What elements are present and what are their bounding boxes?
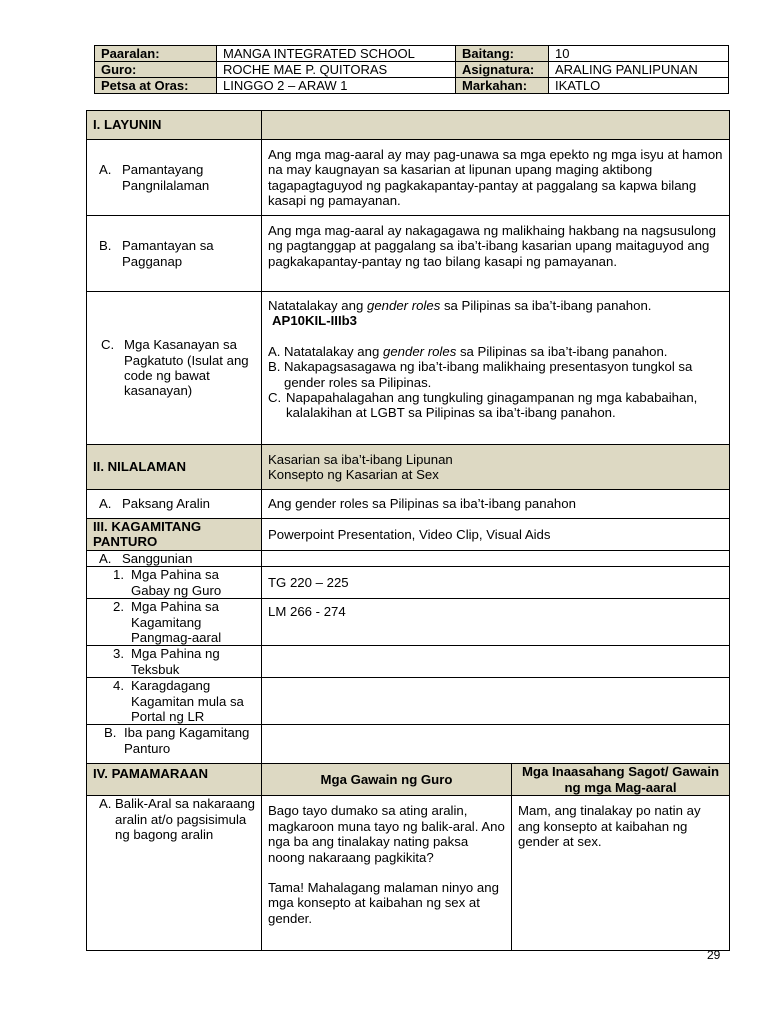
page-number: 29: [707, 948, 721, 962]
grade-label: Baitang:: [456, 46, 549, 62]
column-header-mag-aaral: Mga Inaasahang Sagot/ Gawain ng mga Mag-aaral: [512, 764, 730, 796]
ref-4-label-cell: 4. Karagdagang Kagamitan mula sa Portal ng LR: [87, 678, 262, 725]
balik-aral-guro: [262, 796, 512, 951]
date-value: LINGGO 2 – ARAW 1: [217, 78, 456, 94]
quarter-value: IKATLO: [549, 78, 729, 94]
layunin-c-label-cell: [87, 292, 262, 445]
section-layunin-blank: [262, 111, 730, 140]
layunin-c-lead: Natatalakay ang gender roles sa Pilipinas sa iba’t-ibang panahon.: [268, 298, 652, 313]
layunin-b-label: Pamantayan sa Pagganap: [122, 238, 214, 269]
layunin-b-number: B.: [99, 238, 112, 254]
balik-aral-label-cell: A. Balik-Aral sa nakaraang aralin at/o pagsisimula ng bagong aralin: [87, 796, 262, 951]
layunin-c-number: C.: [101, 337, 115, 353]
layunin-c-content: [262, 292, 730, 445]
sanggunian-label: Sanggunian: [122, 550, 193, 566]
nilalaman-line-1: Kasarian sa iba’t-ibang Lipunan: [268, 451, 453, 467]
teacher-label: Guro:: [95, 62, 217, 78]
ref-3-label-cell: 3. Mga Pahina ng Teksbuk: [87, 646, 262, 678]
objective-item-b: B. Nakapagsasagawa ng iba’t-ibang malikhaing presentasyon tungkol sa gender roles sa Pilipinas.: [268, 359, 693, 390]
ref-1-label: Mga Pahina sa Gabay ng Guro: [131, 567, 222, 598]
nilalaman-topics: [262, 445, 730, 490]
objective-item-a: A. Natatalakay ang gender roles sa Pilipinas sa iba’t-ibang panahon.: [268, 343, 668, 359]
layunin-b-label-cell: [87, 216, 262, 292]
ref-2-label: Mga Pahina sa Kagamitang Pangmag-aaral: [131, 599, 222, 646]
balik-aral-label: Balik-Aral sa nakaraang aralin at/o pagsisimula ng bagong aralin: [115, 796, 256, 843]
lesson-plan-table: [86, 110, 730, 951]
section-layunin-title: I. LAYUNIN: [87, 111, 262, 140]
guro-prompt-2: Tama! Mahalagang malaman ninyo ang mga konsepto at kaibahan ng sex at gender.: [268, 879, 499, 926]
objective-item-c: C. Napapahalagahan ang tungkuling ginagampanan ng mga kababaihan, kalalakihan at LGBT sa Pilipinas sa iba’t-ibang panahon.: [268, 390, 698, 421]
date-label: Petsa at Oras:: [95, 78, 217, 94]
section-kagamitan-title: III. KAGAMITANG PANTURO: [87, 519, 262, 551]
section-nilalaman-title: II. NILALAMAN: [87, 445, 262, 490]
ref-4-label: Karagdagang Kagamitan mula sa Portal ng LR: [131, 678, 244, 725]
guro-prompt-1: Bago tayo dumako sa ating aralin, magkaroon muna tayo ng balik-aral. Ano nga ba ang tinalakay nating paksa noong nakaraang pagkikita?: [268, 803, 505, 865]
ref-1-label-cell: 1. Mga Pahina sa Gabay ng Guro: [87, 567, 262, 599]
layunin-b-text: Ang mga mag-aaral ay nakagagawa ng malikhaing hakbang na nagsusulong ng pagtanggap at paggalang sa iba’t-ibang kasarian upang maitaguyod ang pagkakapantay-pantay ng tao bilang kasapi ng pamayanan.: [262, 216, 730, 292]
school-label: Paaralan:: [95, 46, 217, 62]
ref-1-text: TG 220 – 225: [262, 567, 730, 599]
iba-pang-label: Iba pang Kagamitang Panturo: [124, 725, 250, 756]
paksa-text: Ang gender roles sa Pilipinas sa iba’t-ibang panahon: [262, 490, 730, 519]
nilalaman-line-2: Konsepto ng Kasarian at Sex: [268, 467, 439, 482]
ref-3-label: Mga Pahina ng Teksbuk: [131, 646, 220, 677]
layunin-a-label-cell: [87, 140, 262, 216]
ref-2-label-cell: 2. Mga Pahina sa Kagamitang Pangmag-aaral: [87, 599, 262, 646]
subject-label: Asignatura:: [456, 62, 549, 78]
competency-code: AP10KIL-IIIb3: [272, 313, 358, 329]
column-header-guro: Mga Gawain ng Guro: [262, 764, 512, 796]
grade-value: 10: [549, 46, 729, 62]
layunin-a-label: Pamantayang Pangnilalaman: [122, 162, 210, 193]
subject-value: ARALING PANLIPUNAN: [549, 62, 729, 78]
kagamitan-text: Powerpoint Presentation, Video Clip, Visual Aids: [262, 519, 730, 551]
quarter-label: Markahan:: [456, 78, 549, 94]
section-pamamaraan-title: IV. PAMAMARAAN: [87, 764, 262, 796]
ref-2-text: LM 266 - 274: [262, 599, 730, 646]
teacher-value: ROCHE MAE P. QUITORAS: [217, 62, 456, 78]
layunin-a-text: Ang mga mag-aaral ay may pag-unawa sa mga epekto ng mga isyu at hamon na may kaugnayan sa kasarian at lipunan upang maging aktibong tagapagtaguyod ng pagkakapantay-pantay at paggalang sa kapwa bilang kasapi ng pamayanan.: [262, 140, 730, 216]
balik-aral-mag-aaral: Mam, ang tinalakay po natin ay ang konsepto at kaibahan ng gender at sex.: [512, 796, 730, 951]
layunin-c-label: Mga Kasanayan sa Pagkatuto (Isulat ang code ng bawat kasanayan): [124, 337, 249, 399]
iba-pang-label-cell: B. Iba pang Kagamitang Panturo: [87, 725, 262, 764]
paksa-label-cell: A. Paksang Aralin: [87, 490, 262, 519]
layunin-a-number: A.: [99, 162, 112, 178]
paksa-label: Paksang Aralin: [122, 496, 210, 512]
school-value: MANGA INTEGRATED SCHOOL: [217, 46, 456, 62]
sanggunian-label-cell: A. Sanggunian: [87, 550, 262, 566]
header-info-table: [94, 45, 729, 94]
